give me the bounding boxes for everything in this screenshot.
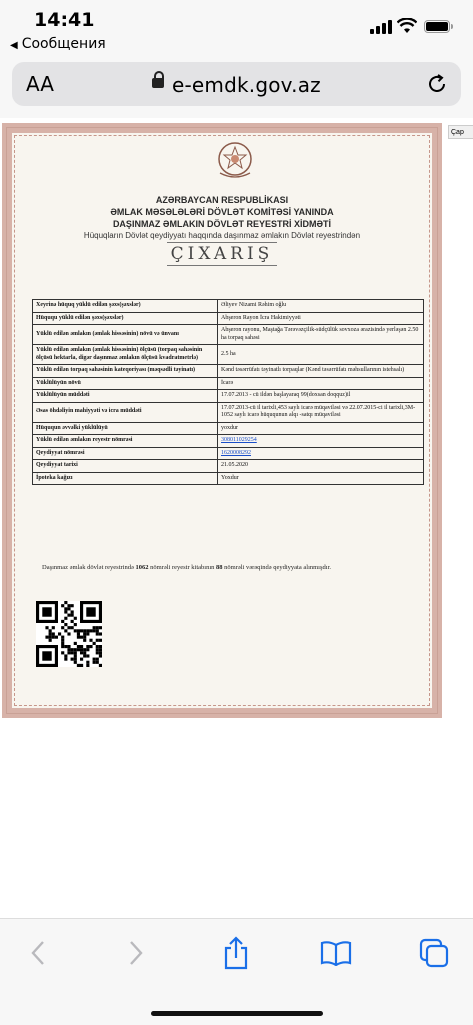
row-key: Yüklülüyün növü — [33, 377, 218, 390]
row-key: Xeyrinə hüquq yüklü edilən şəxs(şəxslər) — [33, 300, 218, 313]
row-key: Qeydiyyat tarixi — [33, 460, 218, 473]
url-text[interactable]: e-emdk.gov.az — [172, 73, 321, 97]
page-content — [0, 118, 473, 722]
table-row — [33, 435, 424, 448]
service-title: DAŞINMAZ ƏMLAKIN DÖVLƏT REYESTRİ XİDMƏTİ — [112, 219, 332, 229]
battery-icon — [424, 20, 450, 33]
qr-code — [36, 601, 102, 667]
row-value: Abşeron rayonu, Maştağa Tərəvəzçilik-südçülük sovxoza ərazisində yerləşən 2.50 ha torpaq sahəsi — [218, 325, 424, 345]
document-subtitle: Hüquqların Dövlət qeydiyyatı haqqında daşınmaz əmlakın Dövlət reyestrindən — [83, 231, 361, 240]
row-value: 2.5 ha — [218, 345, 424, 365]
row-value: yoxdur — [218, 422, 424, 435]
table-row — [33, 472, 424, 485]
row-key: Əsas öhdəliyin mahiyyəti və icra müddəti — [33, 402, 218, 422]
row-key: Yüklülüyün müddəti — [33, 390, 218, 403]
row-key: İpoteka kağızı — [33, 472, 218, 485]
row-value: 17.07.2013 - cü ildən başlayaraq 99(doxsan doqquz)il — [218, 390, 424, 403]
certificate-table — [32, 299, 424, 485]
row-key: Qeydiyyat nömrəsi — [33, 447, 218, 460]
note-book-number: 1062 — [135, 564, 149, 571]
row-value: 21.05.2020 — [218, 460, 424, 473]
back-button[interactable] — [18, 935, 58, 971]
reload-icon[interactable] — [425, 72, 449, 96]
note-middle: nömrəli reyestr kitabının — [148, 564, 217, 571]
lock-icon — [152, 78, 164, 88]
row-value-link[interactable]: 308011029254 — [218, 435, 424, 448]
table-row — [33, 390, 424, 403]
table-row — [33, 460, 424, 473]
row-value: Əliyev Nizami Rəhim oğlu — [218, 300, 424, 313]
wifi-icon — [397, 18, 417, 34]
back-icon — [31, 940, 45, 966]
registry-note — [42, 564, 422, 571]
row-key: Hüququn əvvəlki yüklülüyü — [33, 422, 218, 435]
address-bar-area — [0, 58, 473, 119]
tabs-icon — [419, 938, 449, 968]
row-key: Yüklü edilən əmlakın (əmlak hissəsinin) növü və ünvanı — [33, 325, 218, 345]
table-row — [33, 422, 424, 435]
table-row — [33, 300, 424, 313]
table-row — [33, 312, 424, 325]
row-value: Yoxdur — [218, 472, 424, 485]
row-key: Yüklü edilən əmlakın reyestr nömrəsi — [33, 435, 218, 448]
row-value-link[interactable]: 1620008292 — [218, 447, 424, 460]
table-row — [33, 447, 424, 460]
coat-of-arms-emblem — [212, 139, 258, 179]
table-row — [33, 377, 424, 390]
bookmarks-button[interactable] — [316, 935, 356, 971]
cellular-signal-icon — [370, 20, 392, 34]
note-page-number: 88 — [216, 564, 223, 571]
tabs-button[interactable] — [414, 935, 454, 971]
status-time: 14:41 — [34, 9, 95, 31]
forward-icon — [129, 940, 143, 966]
back-app-label: Сообщения — [21, 36, 106, 52]
forward-button[interactable] — [116, 935, 156, 971]
back-triangle-icon: ◀ — [10, 40, 18, 51]
row-value: Abşeron Rayon İcra Hakimiyyəti — [218, 312, 424, 325]
bookmarks-icon — [320, 940, 352, 966]
table-row — [33, 345, 424, 365]
certificate-document — [2, 123, 442, 718]
row-key: Hüququ yüklü edilən şəxs(şəxslər) — [33, 312, 218, 325]
committee-title: ƏMLAK MƏSƏLƏLƏRİ DÖVLƏT KOMİTƏSİ YANINDA — [110, 207, 334, 217]
print-tab[interactable]: Çap — [448, 125, 473, 139]
row-key: Yüklü edilən əmlakın (əmlak hissəsinin) ölçüsü (torpaq sahəsinin ölçüsü hektarla, digər daşınmaz əmlakın ölçüsü kvadratmetrlə) — [33, 345, 218, 365]
row-value: Kənd təsərrüfatı təyinatlı torpaqlar (Kənd təsərrüfatı məhsullarının istehsalı) — [218, 365, 424, 378]
home-indicator — [151, 1011, 323, 1016]
note-prefix: Daşınmaz əmlak dövlət reyestrində — [42, 564, 136, 571]
table-row — [33, 325, 424, 345]
document-heading: ÇIXARIŞ — [162, 244, 282, 264]
address-bar[interactable] — [12, 62, 461, 106]
table-row — [33, 365, 424, 378]
status-bar — [0, 0, 473, 58]
row-key: Yüklü edilən torpaq sahəsinin kateqoriyası (məqsədli təyinatı) — [33, 365, 218, 378]
row-value: 17.07.2013-cü il tarixli,453 saylı icarə müqaviləsi və 22.07.2015-ci il tarixli,3M-1052 saylı icarə hüququnun alqı -satqı müqaviləsi — [218, 402, 424, 422]
reader-format-button[interactable]: AA — [26, 72, 54, 96]
safari-toolbar — [0, 918, 473, 1025]
republic-title: AZƏRBAYCAN RESPUBLİKASI — [155, 195, 289, 205]
table-row — [33, 402, 424, 422]
share-button[interactable] — [216, 935, 256, 971]
share-icon — [222, 936, 250, 970]
back-to-app-link[interactable] — [10, 36, 106, 52]
row-value: İcarə — [218, 377, 424, 390]
note-suffix: nömrəli vərəqində qeydiyyata alınmışdır. — [222, 564, 332, 571]
